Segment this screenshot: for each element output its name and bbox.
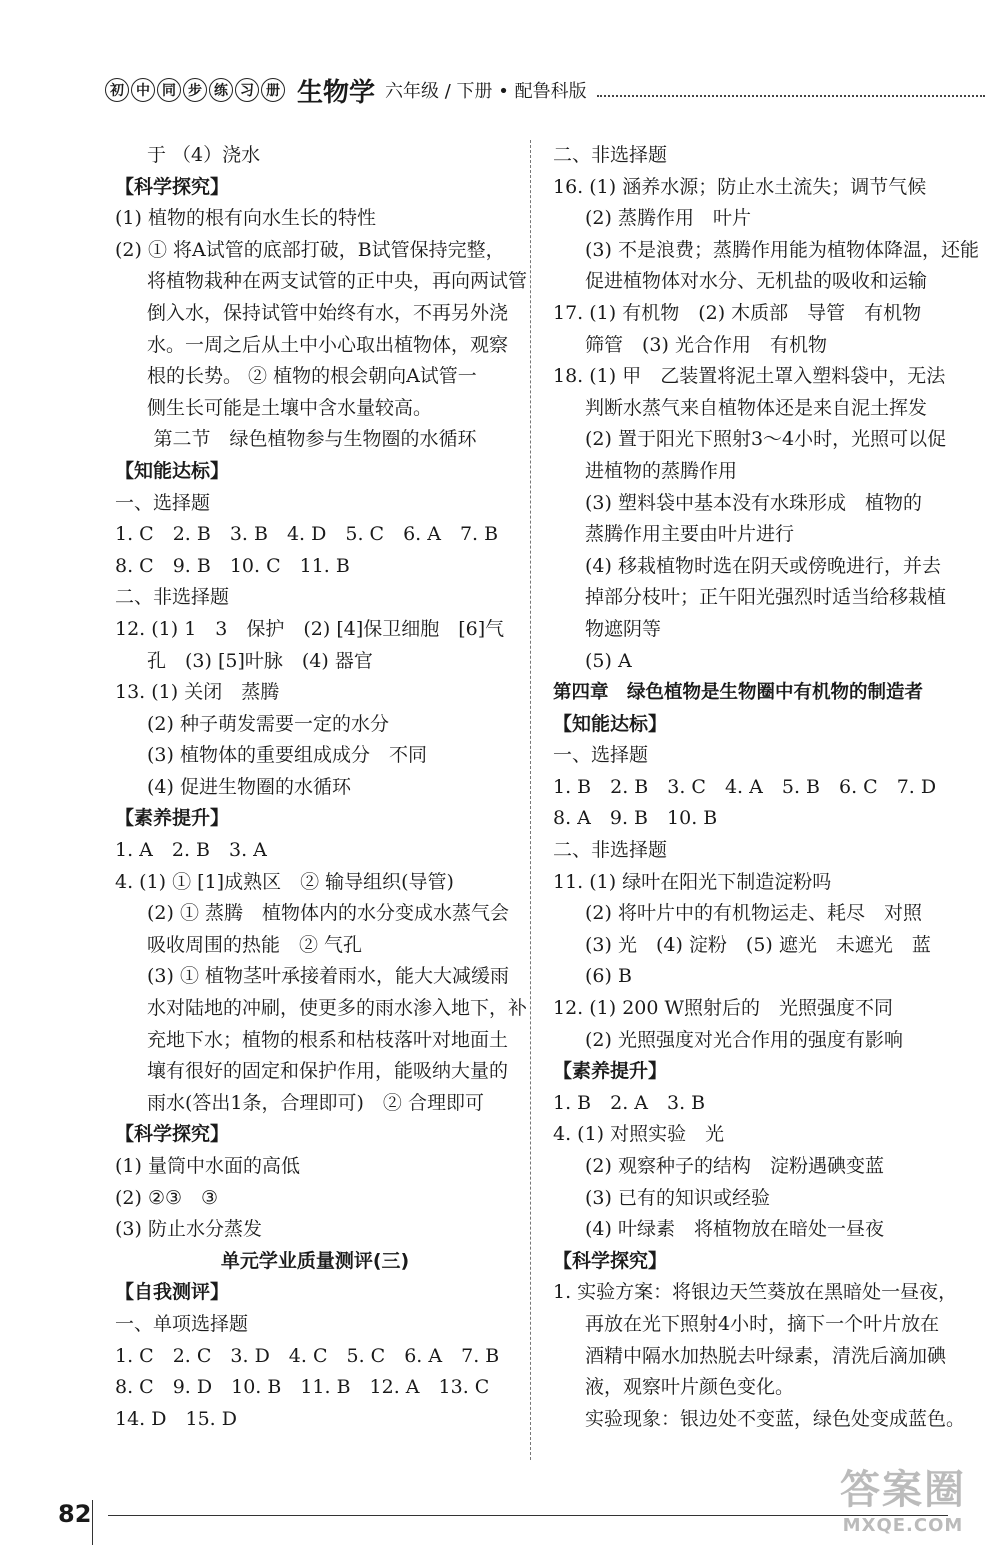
column-divider [530,140,531,1460]
answer-line: 1. B 2. A 3. B [553,1091,706,1114]
chapter-title: 第四章 绿色植物是生物圈中有机物的制造者 [553,682,924,704]
answer-line: 16. (1) 涵养水源；防止水土流失；调节气候 [553,175,927,198]
answer-line: 4. (1) ① [1]成熟区 ② 输导组织(导管) [115,870,454,893]
answer-line: 孔 (3) [5]叶脉 (4) 器官 [147,649,373,672]
section-heading: 【知能达标】 [115,459,230,482]
answer-line: (6) B [585,965,632,988]
answer-line: (3) 不是浪费；蒸腾作用能为植物体降温，还能 [585,238,979,261]
series-char: 步 [183,78,207,102]
answer-line: 蒸腾作用主要由叶片进行 [585,523,795,546]
section-heading: 【自我测评】 [115,1281,230,1304]
answer-line: 充地下水；植物的根系和枯枝落叶对地面土 [147,1028,509,1051]
series-char: 同 [157,78,181,102]
answer-line: 8. A 9. B 10. B [553,807,718,830]
answer-line: 于 （4）浇水 [147,144,261,166]
watermark-logo [818,1458,988,1538]
section-heading: 【科学探究】 [553,1249,668,1272]
section-heading: 【素养提升】 [553,1060,668,1083]
edition-label: 六年级 / 下册 • 配鲁科版 [385,81,587,102]
right-column [553,140,979,1435]
unit-test-title: 单元学业质量测评(三) [220,1249,410,1272]
answer-line: 再放在光下照射4小时，摘下一个叶片放在 [585,1312,940,1335]
answer-line: 侧生长可能是土壤中含水量较高。 [147,396,433,419]
answer-line: (2) 观察种子的结构 淀粉遇碘变蓝 [585,1155,884,1177]
answer-line: 筛管 (3) 光合作用 有机物 [585,333,827,356]
answer-line: (2) ②③ ③ [115,1186,219,1209]
watermark-url: MXQE.COM [842,1515,964,1536]
answer-line: 18. (1) 甲 乙装置将泥土罩入塑料袋中，无法 [553,365,946,388]
answer-line: (2) ① 蒸腾 植物体内的水分变成水蒸气会 [147,902,509,925]
answer-line: 根的长势。 ② 植物的根会朝向A试管一 [147,365,477,388]
subsection-title: 第二节 绿色植物参与生物圈的水循环 [153,428,477,451]
answer-line: 壤有很好的固定和保护作用，能吸纳大量的 [147,1060,509,1083]
answer-line: 17. (1) 有机物 (2) 木质部 导管 有机物 [553,301,922,324]
answer-line: (3) 塑料袋中基本没有水珠形成 植物的 [585,491,922,514]
answer-line: 一、单项选择题 [115,1312,249,1335]
footer-decoration [92,1500,103,1545]
answer-line: 1. C 2. C 3. D 4. C 5. C 6. A 7. B [115,1344,500,1367]
answer-line: 判断水蒸气来自植物体还是来自泥土挥发 [585,396,928,419]
answer-line: 8. C 9. B 10. C 11. B [115,554,350,577]
answer-line: 一、选择题 [553,744,649,767]
answer-line: (2) ① 将A试管的底部打破，B试管保持完整， [115,238,505,261]
answer-line: 二、非选择题 [115,586,230,609]
section-heading: 【知能达标】 [553,712,668,735]
series-title [105,78,285,102]
answer-line: 水。一周之后从土中小心取出植物体，观察 [147,333,509,356]
answer-line: 水对陆地的冲刷，使更多的雨水渗入地下，补 [147,997,528,1020]
answer-line: 雨水(答出1条，合理即可) ② 合理即可 [147,1091,484,1114]
answer-line: (2) 置于阳光下照射3～4小时，光照可以促 [585,428,947,451]
answer-line: 4. (1) 对照实验 光 [553,1123,725,1146]
answer-line: 二、非选择题 [553,839,668,862]
answer-line: 13. (1) 关闭 蒸腾 [115,681,280,704]
page-header [105,72,985,108]
answer-line: (2) 种子萌发需要一定的水分 [147,712,389,735]
answer-line: 12. (1) 200 W照射后的 光照强度不同 [553,997,894,1020]
answer-line: (3) 植物体的重要组成成分 不同 [147,744,427,767]
series-char: 习 [235,78,259,102]
answer-line: 1. A 2. B 3. A [115,839,267,862]
answer-line: 吸收周围的热能 ② 气孔 [147,933,363,956]
watermark-text: 答案圈 [840,1467,966,1513]
answer-line: 液，观察叶片颜色变化。 [585,1376,795,1399]
answer-line: 11. (1) 绿叶在阳光下制造淀粉吗 [553,870,832,893]
answer-line: 1. B 2. B 3. C 4. A 5. B 6. C 7. D [553,775,937,798]
answer-line: 8. C 9. D 10. B 11. B 12. A 13. C [115,1376,490,1399]
answer-line: (3) 已有的知识或经验 [585,1186,770,1209]
answer-line: 二、非选择题 [553,144,668,166]
left-column [115,140,528,1435]
section-heading: 【科学探究】 [115,175,230,198]
answer-line: (2) 蒸腾作用 叶片 [585,207,751,230]
answer-line: (3) ① 植物茎叶承接着雨水，能大大减缓雨 [147,965,509,988]
page-number: 82 [58,1500,92,1528]
header-dotted-rule [597,83,985,97]
answer-line: 进植物的蒸腾作用 [585,459,738,482]
answer-line: 倒入水，保持试管中始终有水，不再另外浇 [147,301,509,324]
answer-line: 酒精中隔水加热脱去叶绿素，清洗后滴加碘 [585,1344,947,1367]
answer-line: (2) 将叶片中的有机物运走、耗尽 对照 [585,902,922,925]
answer-line: (3) 光 (4) 淀粉 (5) 遮光 未遮光 蓝 [585,933,931,956]
series-char: 初 [105,78,129,102]
answer-line: 物遮阴等 [585,617,662,640]
answer-line: (2) 光照强度对光合作用的强度有影响 [585,1028,903,1051]
answer-line: 一、选择题 [115,491,211,514]
section-heading: 【素养提升】 [115,807,230,830]
series-char: 练 [209,78,233,102]
answer-line: 掉部分枝叶；正午阳光强烈时适当给移栽植 [585,586,947,609]
answer-line: 14. D 15. D [115,1407,237,1430]
answer-line: 促进植物体对水分、无机盐的吸收和运输 [585,270,928,293]
answer-line: 实验现象：银边处不变蓝，绿色处变成蓝色。 [585,1407,966,1430]
answer-line: 12. (1) 1 3 保护 (2) [4]保卫细胞 [6]气 [115,617,505,640]
series-char: 册 [261,78,285,102]
answer-line: 1. 实验方案：将银边天竺葵放在黑暗处一昼夜， [553,1281,958,1304]
answer-line: (3) 防止水分蒸发 [115,1218,262,1241]
answer-line: (1) 植物的根有向水生长的特性 [115,207,376,230]
answer-line: 1. C 2. B 3. B 4. D 5. C 6. A 7. B [115,523,499,546]
answer-line: 将植物栽种在两支试管的正中央，再向两试管 [147,270,528,293]
answer-line: (1) 量筒中水面的高低 [115,1155,300,1177]
subject-title: 生物学 [297,77,376,108]
answer-line: (4) 叶绿素 将植物放在暗处一昼夜 [585,1218,884,1241]
answer-line: (4) 移栽植物时选在阴天或傍晚进行，并去 [585,554,941,577]
answer-line: (5) A [585,649,632,672]
section-heading: 【科学探究】 [115,1123,230,1146]
series-char: 中 [131,78,155,102]
answer-line: (4) 促进生物圈的水循环 [147,775,351,798]
